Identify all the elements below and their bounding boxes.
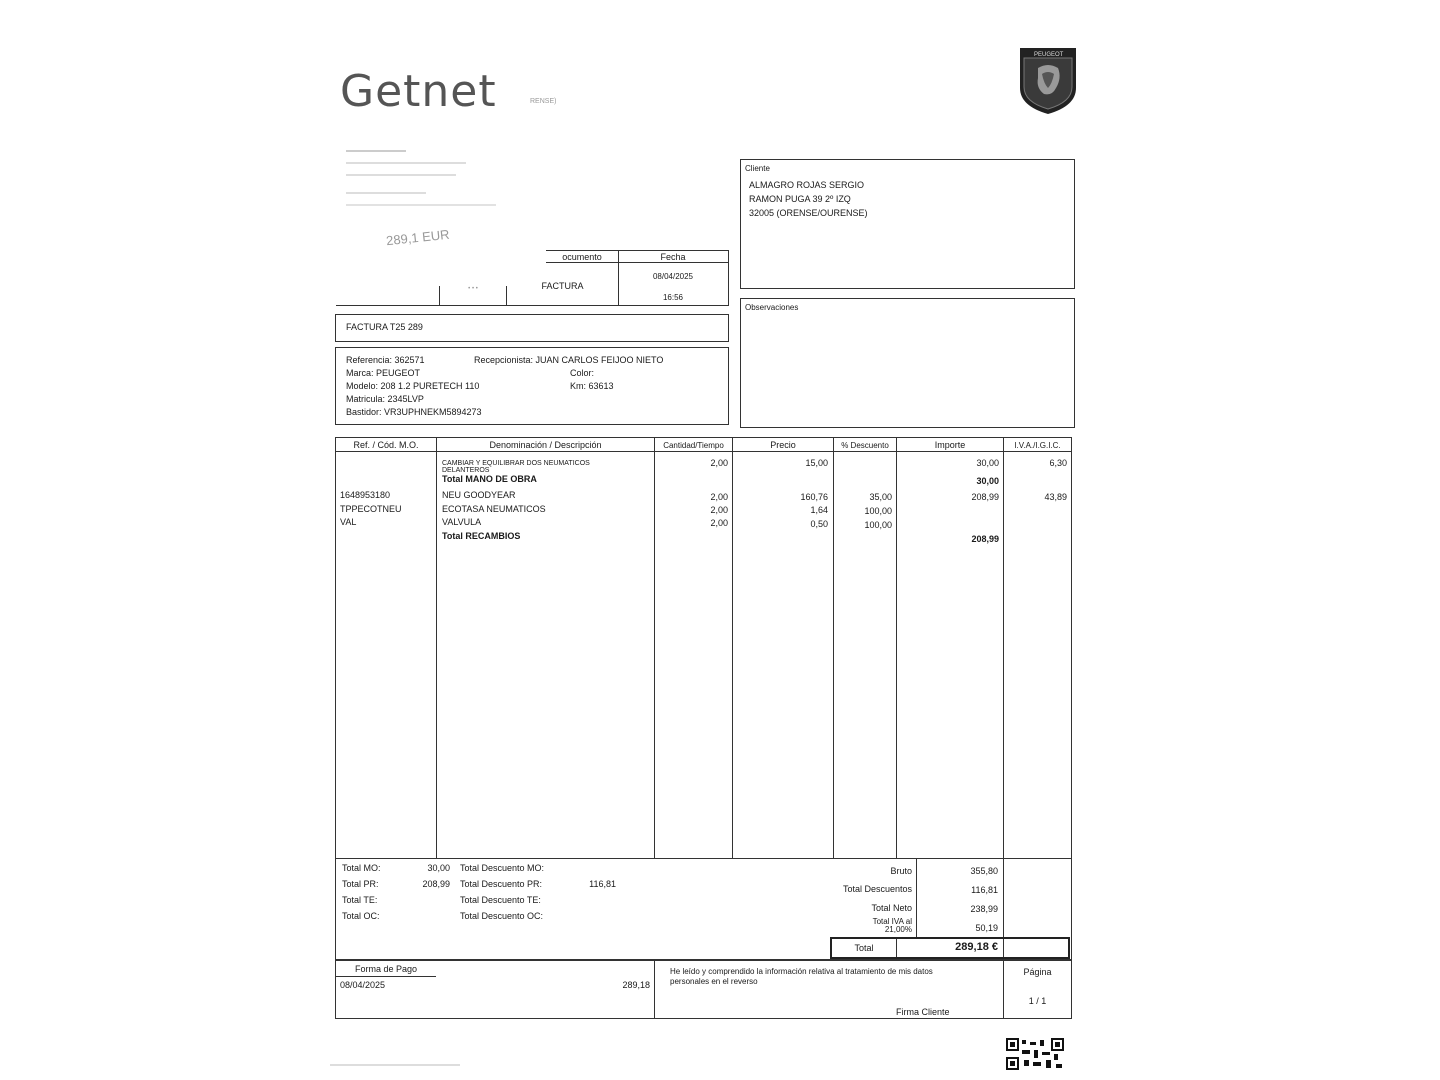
iva-value: 50,19 xyxy=(975,923,998,933)
line-price: 0,50 xyxy=(810,519,828,529)
line-desc: ECOTASA NEUMATICOS xyxy=(442,504,546,514)
descuentos-value: 116,81 xyxy=(971,885,998,895)
vehicle-info-box xyxy=(335,347,729,425)
line-amount: 30,00 xyxy=(976,458,999,468)
line-price: 1,64 xyxy=(810,505,828,515)
grand-total-value: 289,18 € xyxy=(955,941,998,953)
descuentos-label: Total Descuentos xyxy=(842,884,912,894)
doc-type: FACTURA xyxy=(541,281,584,291)
total-doc-label: Total Descuento OC: xyxy=(460,911,544,921)
line-desc: NEU GOODYEAR xyxy=(442,490,516,500)
line-qty: 2,00 xyxy=(710,505,728,515)
faded-stamp xyxy=(346,148,496,238)
forma-pago-label: Forma de Pago xyxy=(354,964,418,974)
line-discount: 35,00 xyxy=(869,492,892,502)
lines-table xyxy=(335,437,1072,859)
total-dmo-label: Total Descuento MO: xyxy=(460,863,545,873)
faded-amount: 289,1 EUR xyxy=(385,226,451,249)
col-header-amount: Importe xyxy=(934,440,966,450)
pagina-label: Página xyxy=(1023,967,1052,977)
line-price: 15,00 xyxy=(805,458,828,468)
client-label: Cliente xyxy=(745,164,770,173)
totals-box xyxy=(335,859,1072,961)
iva-rate: 21,00% xyxy=(884,925,912,934)
iva-label: Total IVA al xyxy=(872,917,912,926)
col-header-ref: Ref. / Cód. M.O. xyxy=(353,440,419,450)
footer-faded-line xyxy=(330,1064,460,1066)
line-amount-total-recambios: 208,99 xyxy=(971,534,999,544)
observaciones-box xyxy=(740,298,1075,428)
vehicle-bastidor: Bastidor: VR3UPHNEKM5894273 xyxy=(346,407,482,417)
line-qty: 2,00 xyxy=(710,458,728,468)
line-desc-total-mo: Total MANO DE OBRA xyxy=(442,474,537,484)
neto-label: Total Neto xyxy=(871,903,912,913)
grand-total-box xyxy=(830,937,1070,959)
footer-box xyxy=(335,959,1072,1019)
doc-date: 08/04/2025 xyxy=(652,272,694,281)
forma-pago-date: 08/04/2025 xyxy=(340,980,386,990)
client-box xyxy=(740,159,1075,289)
line-desc: DELANTEROS xyxy=(442,467,490,474)
line-iva: 6,30 xyxy=(1049,458,1067,468)
doc-time: 16:56 xyxy=(662,293,684,302)
line-price: 160,76 xyxy=(800,492,828,502)
total-mo-value: 30,00 xyxy=(427,863,450,873)
legal-text-line1: He leído y comprendido la información relativa al tratamiento de mis datos xyxy=(670,967,933,976)
line-amount: 208,99 xyxy=(971,492,999,502)
vehicle-marca: Marca: PEUGEOT xyxy=(346,368,421,378)
dealer-city-fragment: RENSE) xyxy=(530,98,557,105)
line-qty: 2,00 xyxy=(710,518,728,528)
client-name: ALMAGRO ROJAS SERGIO xyxy=(749,180,865,190)
vehicle-color: Color: xyxy=(570,368,595,378)
forma-pago-amount: 289,18 xyxy=(622,980,650,990)
total-dte-label: Total Descuento TE: xyxy=(460,895,541,905)
grand-total-label: Total xyxy=(854,943,874,953)
total-mo-label: Total MO: xyxy=(342,863,381,873)
invoice-page xyxy=(316,0,1136,1080)
doc-col-header: ocumento xyxy=(562,252,602,262)
vehicle-km: Km: 63613 xyxy=(570,381,614,391)
line-discount: 100,00 xyxy=(864,520,892,530)
pagina-value: 1 / 1 xyxy=(1028,996,1047,1006)
line-iva: 43,89 xyxy=(1044,492,1067,502)
line-qty: 2,00 xyxy=(710,492,728,502)
invoice-number-box xyxy=(335,314,729,342)
col-header-price: Precio xyxy=(770,440,796,450)
line-ref: 1648953180 xyxy=(340,490,391,500)
legal-text-line2: personales en el reverso xyxy=(670,977,758,986)
neto-value: 238,99 xyxy=(970,904,998,914)
firma-cliente-label: Firma Cliente xyxy=(896,1007,950,1017)
total-pr-value: 208,99 xyxy=(422,879,450,889)
dealer-logo: Getnet xyxy=(340,66,497,117)
line-desc: CAMBIAR Y EQUILIBRAR DOS NEUMATICOS xyxy=(442,460,590,467)
brand-logo xyxy=(1016,44,1080,116)
line-discount: 100,00 xyxy=(864,506,892,516)
line-desc: VALVULA xyxy=(442,517,482,527)
total-oc-label: Total OC: xyxy=(342,911,380,921)
col-header-discount: % Descuento xyxy=(841,441,889,450)
qr-code-icon xyxy=(1006,1038,1064,1070)
col-header-desc: Denominación / Descripción xyxy=(489,440,602,450)
document-type-table xyxy=(336,250,729,308)
total-dpr-value: 116,81 xyxy=(589,879,616,889)
fecha-col-header: Fecha xyxy=(660,252,686,262)
total-dpr-label: Total Descuento PR: xyxy=(460,879,543,889)
line-ref: TPPECOTNEU xyxy=(340,504,402,514)
brand-logo-text: PEUGEOT xyxy=(1034,52,1064,58)
observaciones-label: Observaciones xyxy=(745,303,799,312)
vehicle-referencia: Referencia: 362571 xyxy=(346,355,425,365)
line-amount-total-mo: 30,00 xyxy=(976,476,999,486)
invoice-number: FACTURA T25 289 xyxy=(346,322,423,332)
client-city: 32005 (ORENSE/OURENSE) xyxy=(749,208,868,218)
col-header-iva: I.V.A./I.G.I.C. xyxy=(1014,441,1061,450)
bruto-value: 355,80 xyxy=(970,866,998,876)
vehicle-matricula: Matricula: 2345LVP xyxy=(346,394,424,404)
vehicle-modelo: Modelo: 208 1.2 PURETECH 110 xyxy=(346,381,480,391)
line-desc-total-recambios: Total RECAMBIOS xyxy=(442,531,521,541)
bruto-label: Bruto xyxy=(890,866,912,876)
vehicle-recepcionista: Recepcionista: JUAN CARLOS FEIJOO NIETO xyxy=(474,355,664,365)
total-te-label: Total TE: xyxy=(342,895,378,905)
doc-small-code: • • • xyxy=(468,286,478,292)
total-pr-label: Total PR: xyxy=(342,879,379,889)
col-header-qty: Cantidad/Tiempo xyxy=(663,441,724,450)
client-address: RAMON PUGA 39 2º IZQ xyxy=(749,194,851,204)
line-ref: VAL xyxy=(340,517,357,527)
